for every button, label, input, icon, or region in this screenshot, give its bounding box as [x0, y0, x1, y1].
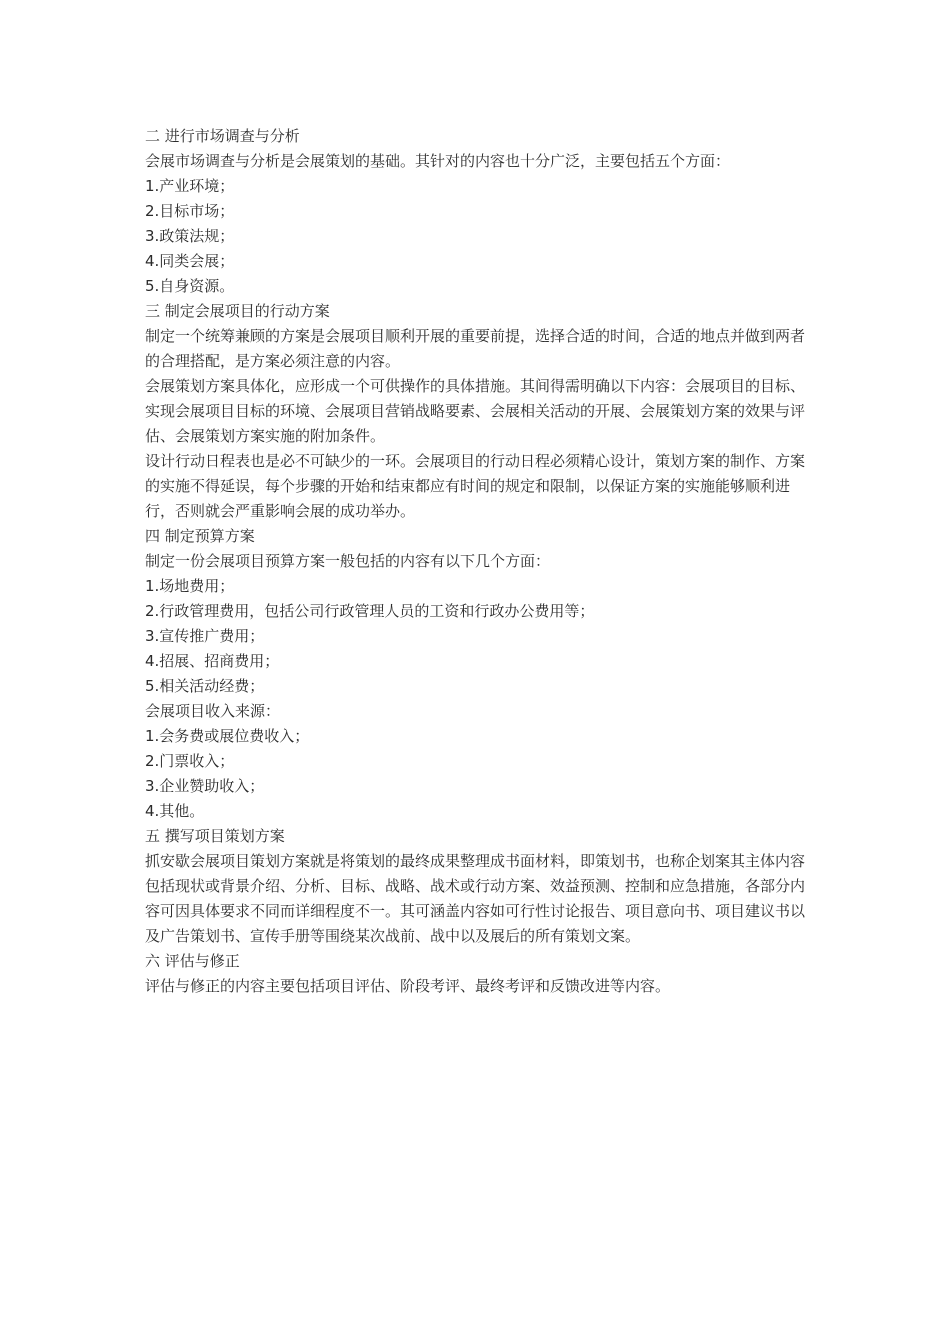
list-item: 1.场地费用； — [145, 577, 235, 595]
list-item: 3.企业赞助收入； — [145, 777, 265, 795]
list-item: 3.政策法规； — [145, 227, 235, 245]
paragraph: 制定一份会展项目预算方案一般包括的内容有以下几个方面： — [145, 552, 551, 570]
list-item: 2.目标市场； — [145, 202, 235, 220]
section-heading: 五 撰写项目策划方案 — [145, 827, 285, 845]
paragraph: 会展市场调查与分析是会展策划的基础。其针对的内容也十分广泛，主要包括五个方面： — [145, 152, 731, 170]
list-item: 4.同类会展； — [145, 252, 235, 270]
list-item: 5.相关活动经费； — [145, 677, 265, 695]
list-item: 3.宣传推广费用； — [145, 627, 265, 645]
list-item: 1.会务费或展位费收入； — [145, 727, 310, 745]
section-heading: 四 制定预算方案 — [145, 527, 255, 545]
list-item: 2.门票收入； — [145, 752, 235, 770]
paragraph: 制定一个统筹兼顾的方案是会展项目顺利开展的重要前提，选择合适的时间，合适的地点并做到两者的合理搭配，是方案必须注意的内容。 — [145, 327, 806, 370]
list-item: 4.招展、招商费用； — [145, 652, 280, 670]
document-body — [145, 124, 810, 999]
paragraph: 抓安歇会展项目策划方案就是将策划的最终成果整理成书面材料，即策划书，也称企划案其主体内容包括现状或背景介绍、分析、目标、战略、战术或行动方案、效益预测、控制和应急措施，各部分内容可因具体要求不同而详细程度不一。其可涵盖内容如可行性讨论报告、项目意向书、项目建议书以及广告策划书、宣传手册等围绕某次战前、战中以及展后的所有策划文案。 — [145, 852, 806, 945]
section-heading: 六 评估与修正 — [145, 952, 240, 970]
section-heading: 三 制定会展项目的行动方案 — [145, 302, 330, 320]
list-item: 1.产业环境； — [145, 177, 235, 195]
paragraph: 会展策划方案具体化，应形成一个可供操作的具体措施。其间得需明确以下内容：会展项目的目标、实现会展项目目标的环境、会展项目营销战略要素、会展相关活动的开展、会展策划方案的效果与评估、会展策划方案实施的附加条件。 — [145, 377, 806, 445]
list-item: 5.自身资源。 — [145, 277, 235, 295]
paragraph: 设计行动日程表也是必不可缺少的一环。会展项目的行动日程必须精心设计，策划方案的制作、方案的实施不得延误，每个步骤的开始和结束都应有时间的规定和限制，以保证方案的实施能够顺利进行，否则就会严重影响会展的成功举办。 — [145, 452, 806, 520]
paragraph: 评估与修正的内容主要包括项目评估、阶段考评、最终考评和反馈改进等内容。 — [145, 977, 671, 995]
list-item: 4.其他。 — [145, 802, 205, 820]
list-item: 2.行政管理费用，包括公司行政管理人员的工资和行政办公费用等； — [145, 602, 595, 620]
paragraph: 会展项目收入来源： — [145, 702, 281, 720]
section-heading: 二 进行市场调查与分析 — [145, 127, 300, 145]
